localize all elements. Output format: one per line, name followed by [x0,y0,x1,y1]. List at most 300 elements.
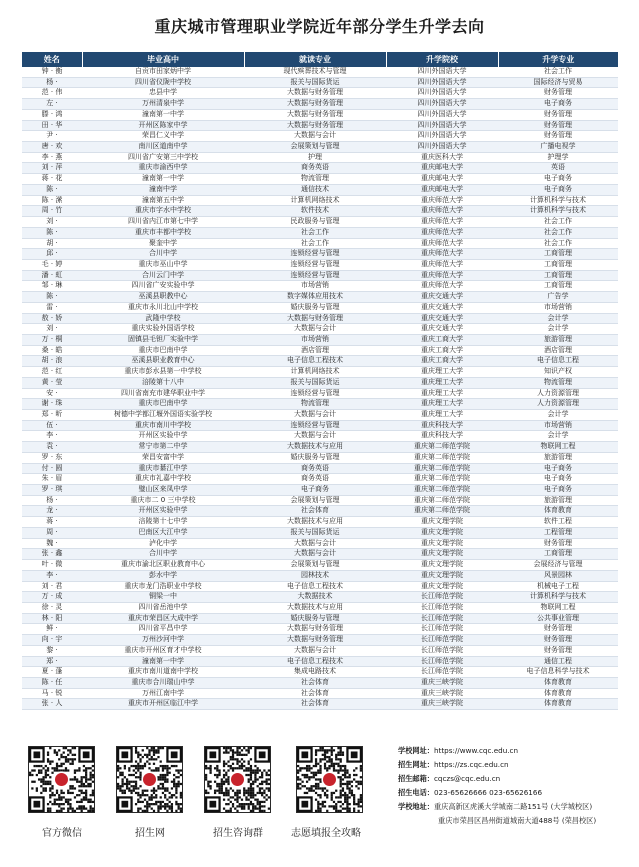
cell-high-school: 重庆市綦江中学 [82,463,244,474]
cell-target-major: 护理学 [498,152,618,163]
cell-target-major: 电子商务 [498,474,618,485]
cell-name: 邱 · [22,249,82,260]
address-row [398,800,633,814]
table-row [22,292,618,303]
cell-high-school: 自贡市田家炳中学 [82,67,244,77]
school-logo-icon [55,773,68,786]
cell-name: 张 · 人 [22,699,82,710]
cell-target-major: 财务管理 [498,120,618,131]
cell-major: 电子信息工程技术 [244,581,386,592]
table-row [22,174,618,185]
cell-major: 计算机网络技术 [244,367,386,378]
cell-high-school: 铜梁一中 [82,592,244,603]
cell-major: 大数据与财务管理 [244,88,386,99]
email-row [398,772,633,786]
cell-university: 重庆医科大学 [386,152,498,163]
cell-name: 蒋 · 花 [22,174,82,185]
contact-info [398,744,633,828]
qr-code-guide[interactable] [296,746,363,813]
admission-site-link[interactable]: https://zs.cqc.edu.cn [433,760,509,769]
cell-university: 长江师范学院 [386,656,498,667]
cell-university: 重庆师范大学 [386,249,498,260]
cell-target-major: 工程管理 [498,527,618,538]
cell-major: 商务英语 [244,474,386,485]
cell-name: 雷 · [22,302,82,313]
table-row [22,602,618,613]
cell-target-major: 会展经济与管理 [498,560,618,571]
table-row [22,334,618,345]
cell-name: 毛 · 婷 [22,259,82,270]
website-row [398,744,633,758]
cell-major: 现代殡葬技术与管理 [244,67,386,77]
cell-high-school: 涪陵第十八中 [82,377,244,388]
cell-university: 重庆文理学院 [386,570,498,581]
cell-major: 社会工作 [244,238,386,249]
cell-high-school: 四川省平昌中学 [82,624,244,635]
cell-target-major: 社会工作 [498,217,618,228]
cell-major: 社会体育 [244,699,386,710]
cell-target-major: 知识产权 [498,367,618,378]
cell-major: 园林技术 [244,570,386,581]
cell-target-major: 电子信息工程 [498,356,618,367]
cell-university: 重庆工商大学 [386,345,498,356]
cell-high-school: 潼南第一中学 [82,656,244,667]
cell-university: 重庆第二师范学院 [386,463,498,474]
cell-name: 龙 · [22,506,82,517]
cell-name: 鲜 · [22,624,82,635]
cell-target-major: 广告学 [498,292,618,303]
cell-target-major: 工商管理 [498,549,618,560]
students-table [22,52,618,710]
cell-name: 马 · 锐 [22,688,82,699]
cell-major: 会展策划与管理 [244,560,386,571]
cell-university: 重庆师范大学 [386,217,498,228]
table-row [22,377,618,388]
table-row [22,581,618,592]
cell-name: 李 · [22,570,82,581]
cell-target-major: 物流管理 [498,377,618,388]
cell-high-school: 泸化中学 [82,538,244,549]
cell-major: 婚庆服务与管理 [244,452,386,463]
cell-university: 重庆邮电大学 [386,174,498,185]
cell-university: 重庆第二师范学院 [386,442,498,453]
table-row [22,367,618,378]
table-row [22,442,618,453]
cell-university: 重庆工商大学 [386,356,498,367]
cell-university: 四川外国语大学 [386,131,498,142]
cell-target-major: 社会工作 [498,67,618,77]
cell-name: 胡 · 浪 [22,356,82,367]
cell-name: 安 · [22,388,82,399]
cell-name: 胡 · [22,238,82,249]
cell-name: 杨 · [22,77,82,88]
cell-major: 婚庆服务与管理 [244,613,386,624]
cell-high-school: 四川省内江市第七中学 [82,217,244,228]
cell-name: 桑 · 皓 [22,345,82,356]
cell-major: 计算机网络技术 [244,195,386,206]
cell-name: 罗 · 琪 [22,485,82,496]
cell-target-major: 计算机科学与技术 [498,206,618,217]
table-row [22,485,618,496]
cell-target-major: 财务管理 [498,131,618,142]
admission-site-label: 招生网址： [398,760,434,769]
table-row [22,227,618,238]
cell-major: 社会体育 [244,677,386,688]
school-logo-icon [231,773,244,786]
cell-name: 滕 · 鸿 [22,109,82,120]
cell-university: 长江师范学院 [386,592,498,603]
cell-name: 李 · 燕 [22,152,82,163]
cell-major: 大数据与会计 [244,410,386,421]
cell-major: 大数据与会计 [244,431,386,442]
cell-name: 李 · [22,431,82,442]
cell-university: 四川外国语大学 [386,109,498,120]
cell-name: 蒋 · [22,517,82,528]
cell-name: 黄 · 莹 [22,377,82,388]
cell-target-major: 工商管理 [498,259,618,270]
cell-high-school: 重庆市渝北区职业教育中心 [82,560,244,571]
table-row [22,570,618,581]
cell-university: 重庆三峡学院 [386,688,498,699]
table-row [22,592,618,603]
cell-major: 大数据与会计 [244,131,386,142]
qr-pattern [297,747,362,812]
cell-name: 林 · 阳 [22,613,82,624]
cell-high-school: 四川省广安实验中学 [82,281,244,292]
cell-target-major: 会计学 [498,313,618,324]
cell-high-school: 巫溪县职业教育中心 [82,356,244,367]
cell-name: 伍 · [22,420,82,431]
qr-code-wechat[interactable] [28,746,95,813]
cell-university: 重庆第二师范学院 [386,474,498,485]
cell-university: 重庆三峡学院 [386,699,498,710]
cell-name: 夏 · 蓬 [22,667,82,678]
cell-major: 会展策划与管理 [244,142,386,153]
cell-name: 郑 · [22,656,82,667]
cell-target-major: 物联网工程 [498,442,618,453]
cell-university: 四川外国语大学 [386,120,498,131]
table-row [22,206,618,217]
cell-target-major: 电子商务 [498,463,618,474]
table-row [22,77,618,88]
cell-university: 重庆师范大学 [386,259,498,270]
cell-major: 大数据与财务管理 [244,313,386,324]
table-row [22,549,618,560]
cell-university: 重庆第二师范学院 [386,495,498,506]
table-row [22,538,618,549]
cell-target-major: 工商管理 [498,249,618,260]
cell-major: 酒店管理 [244,345,386,356]
cell-high-school: 重庆市永川北山中学校 [82,302,244,313]
table-row [22,302,618,313]
table-row [22,517,618,528]
cell-high-school: 忠县中学 [82,88,244,99]
header-target-major: 升学专业 [498,52,618,67]
cell-name: 刘 · [22,217,82,228]
cell-target-major: 物联网工程 [498,602,618,613]
cell-target-major: 工商管理 [498,281,618,292]
table-row [22,613,618,624]
cell-major: 大数据与财务管理 [244,624,386,635]
cell-university: 重庆理工大学 [386,377,498,388]
cell-high-school: 万州清泉中学 [82,99,244,110]
cell-university: 重庆交通大学 [386,313,498,324]
cell-target-major: 人力资源管理 [498,399,618,410]
cell-name: 敖 · 娇 [22,313,82,324]
cell-major: 报关与国际货运 [244,527,386,538]
cell-major: 电子信息工程技术 [244,656,386,667]
website-link[interactable]: https://www.cqc.edu.cn [433,746,519,755]
cell-high-school: 万州沙河中学 [82,635,244,646]
cell-major: 报关与国际货运 [244,77,386,88]
cell-major: 大数据与财务管理 [244,120,386,131]
cell-university: 重庆师范大学 [386,227,498,238]
table-row [22,195,618,206]
cell-university: 重庆文理学院 [386,538,498,549]
cell-high-school: 巴南区大江中学 [82,527,244,538]
cell-target-major: 酒店管理 [498,345,618,356]
website-label: 学校网址： [398,746,434,755]
cell-major: 大数据技术与应用 [244,517,386,528]
cell-high-school: 合川中学 [82,549,244,560]
cell-university: 四川外国语大学 [386,88,498,99]
cell-university: 重庆三峡学院 [386,677,498,688]
cell-name: 陈 · 任 [22,677,82,688]
cell-high-school: 常宁市第二中学 [82,442,244,453]
cell-high-school: 重庆市巴南中学 [82,345,244,356]
cell-major: 电子信息工程技术 [244,356,386,367]
table-row [22,324,618,335]
cell-name: 陈 · [22,184,82,195]
cell-high-school: 重庆实验外国语学校 [82,324,244,335]
qr-label-guide: 志愿填报全攻略 [291,828,361,839]
cell-target-major: 体育教育 [498,506,618,517]
cell-major: 大数据技术 [244,592,386,603]
cell-major: 婚庆服务与管理 [244,302,386,313]
cell-target-major: 体育教育 [498,677,618,688]
cell-target-major: 英语 [498,163,618,174]
cell-high-school: 聚奎中学 [82,238,244,249]
cell-high-school: 重庆市巴南中学 [82,399,244,410]
cell-name: 尹 · [22,131,82,142]
cell-university: 长江师范学院 [386,613,498,624]
cell-high-school: 重庆市荣昌区大成中学 [82,613,244,624]
cell-university: 重庆师范大学 [386,238,498,249]
cell-major: 护理 [244,152,386,163]
cell-high-school: 四川省岳池中学 [82,602,244,613]
cell-high-school: 涪陵第十七中学 [82,517,244,528]
address-value-1: 重庆高新区虎溪大学城南二路151号 (大学城校区) [433,802,593,811]
cell-high-school: 重庆市彭水县第一中学校 [82,367,244,378]
cell-major: 大数据与财务管理 [244,99,386,110]
qr-code-consult-group[interactable] [204,746,271,813]
table-row [22,184,618,195]
cell-high-school: 彭水中学 [82,570,244,581]
cell-major: 大数据与会计 [244,549,386,560]
cell-university: 重庆师范大学 [386,206,498,217]
cell-target-major: 工商管理 [498,270,618,281]
cell-high-school: 重庆市龙门浩职业中学校 [82,581,244,592]
cell-high-school: 重庆市合川瑞山中学 [82,677,244,688]
cell-name: 黎 · [22,645,82,656]
cell-high-school: 树德中学都江堰外国语实验学校 [82,410,244,421]
cell-major: 物流管理 [244,399,386,410]
cell-major: 商务英语 [244,163,386,174]
table-row [22,388,618,399]
cell-university: 重庆理工大学 [386,388,498,399]
table-row [22,217,618,228]
table-row [22,688,618,699]
cell-high-school: 合川云门中学 [82,270,244,281]
cell-name: 谢 · 珠 [22,399,82,410]
cell-target-major: 电子商务 [498,99,618,110]
cell-high-school: 四川省南充市建华职业中学 [82,388,244,399]
cell-target-major: 计算机科学与技术 [498,592,618,603]
cell-high-school: 重庆市字水中学校 [82,206,244,217]
cell-name: 张 · 鑫 [22,549,82,560]
cell-major: 电子商务 [244,485,386,496]
cell-high-school: 重庆市礼嘉中学校 [82,474,244,485]
cell-university: 长江师范学院 [386,667,498,678]
cell-high-school: 开州区实验中学 [82,431,244,442]
cell-university: 四川外国语大学 [386,99,498,110]
qr-label-admission-site: 招生网 [135,828,165,839]
table-row [22,152,618,163]
cell-name: 潘 · 虹 [22,270,82,281]
cell-name: 陈 · [22,227,82,238]
cell-name: 刘 · 君 [22,581,82,592]
cell-major: 民政服务与管理 [244,217,386,228]
cell-major: 通信技术 [244,184,386,195]
cell-university: 重庆理工大学 [386,410,498,421]
cell-university: 长江师范学院 [386,645,498,656]
address-label: 学校地址： [398,802,434,811]
cell-target-major: 电子商务 [498,184,618,195]
cell-name: 向 · 宇 [22,635,82,646]
school-logo-icon [143,773,156,786]
cell-target-major: 风景园林 [498,570,618,581]
cell-major: 会展策划与管理 [244,495,386,506]
table-row [22,677,618,688]
cell-university: 重庆理工大学 [386,399,498,410]
table-row [22,120,618,131]
cell-name: 陈 · [22,292,82,303]
cell-university: 重庆文理学院 [386,517,498,528]
cell-high-school: 开州区实验中学 [82,506,244,517]
phone-value: 023-65626666 023-65626166 [433,788,543,797]
cell-university: 重庆文理学院 [386,549,498,560]
cell-target-major: 会计学 [498,324,618,335]
cell-high-school: 荣昌仁义中学 [82,131,244,142]
cell-high-school: 万州江南中学 [82,688,244,699]
cell-high-school: 武隆中学校 [82,313,244,324]
cell-university: 重庆师范大学 [386,281,498,292]
cell-name: 邹 · 琳 [22,281,82,292]
cell-target-major: 旅游管理 [498,334,618,345]
cell-major: 报关与国际货运 [244,377,386,388]
cell-name: 朱 · 眉 [22,474,82,485]
cell-university: 重庆交通大学 [386,302,498,313]
cell-target-major: 体育教育 [498,699,618,710]
cell-target-major: 市场营销 [498,302,618,313]
table-row [22,635,618,646]
table-row [22,699,618,710]
cell-major: 大数据与会计 [244,538,386,549]
cell-university: 重庆文理学院 [386,527,498,538]
cell-major: 社会体育 [244,506,386,517]
cell-university: 重庆工商大学 [386,334,498,345]
table-row [22,259,618,270]
table-row [22,67,618,77]
cell-high-school: 璧山区来凤中学 [82,485,244,496]
cell-university: 重庆第二师范学院 [386,506,498,517]
cell-major: 连锁经营与管理 [244,249,386,260]
table-row [22,399,618,410]
cell-major: 大数据与会计 [244,324,386,335]
cell-name: 左 · [22,99,82,110]
cell-target-major: 市场营销 [498,420,618,431]
cell-university: 重庆文理学院 [386,581,498,592]
cell-high-school: 重庆市开州区临江中学 [82,699,244,710]
qr-code-admission-site[interactable] [116,746,183,813]
table-row [22,163,618,174]
cell-high-school: 合川中学 [82,249,244,260]
cell-name: 陈 · 潆 [22,195,82,206]
cell-name: 徐 · 灵 [22,602,82,613]
cell-target-major: 广播电视学 [498,142,618,153]
cell-name: 范 · 伟 [22,88,82,99]
cell-high-school: 开州区陈家中学 [82,120,244,131]
qr-label-wechat: 官方微信 [42,828,82,839]
table-row [22,109,618,120]
footer [0,738,639,867]
email-link[interactable]: cqczs@cqc.edu.cn [433,774,501,783]
table-row [22,131,618,142]
cell-university: 重庆交通大学 [386,292,498,303]
cell-university: 重庆师范大学 [386,270,498,281]
cell-target-major: 社会工作 [498,227,618,238]
table-row [22,88,618,99]
cell-high-school: 四川省广安第三中学校 [82,152,244,163]
header-high-school: 毕业高中 [82,52,244,67]
cell-name: 万 · 成 [22,592,82,603]
cell-name: 付 · 圆 [22,463,82,474]
cell-target-major: 会计学 [498,431,618,442]
cell-high-school: 潼南中学 [82,184,244,195]
cell-target-major: 财务管理 [498,109,618,120]
cell-high-school: 潼南第一中学 [82,109,244,120]
table-row [22,656,618,667]
cell-university: 重庆交通大学 [386,324,498,335]
cell-high-school: 巫溪县职教中心 [82,292,244,303]
cell-name: 魏 · [22,538,82,549]
header-university: 升学院校 [386,52,498,67]
cell-major: 数字媒体应用技术 [244,292,386,303]
cell-target-major: 财务管理 [498,538,618,549]
table-row [22,463,618,474]
table-row [22,624,618,635]
cell-target-major: 计算机科学与技术 [498,195,618,206]
cell-target-major: 电子商务 [498,174,618,185]
cell-high-school: 固镇县毛钽厂实验中学 [82,334,244,345]
cell-target-major: 社会工作 [498,238,618,249]
cell-high-school: 重庆市南川中学校 [82,420,244,431]
cell-name: 钟 · 衡 [22,67,82,77]
cell-high-school: 重庆市开州区育才中学校 [82,645,244,656]
cell-university: 长江师范学院 [386,624,498,635]
cell-high-school: 重庆市南川道南中学校 [82,667,244,678]
cell-name: 唐 · 欢 [22,142,82,153]
